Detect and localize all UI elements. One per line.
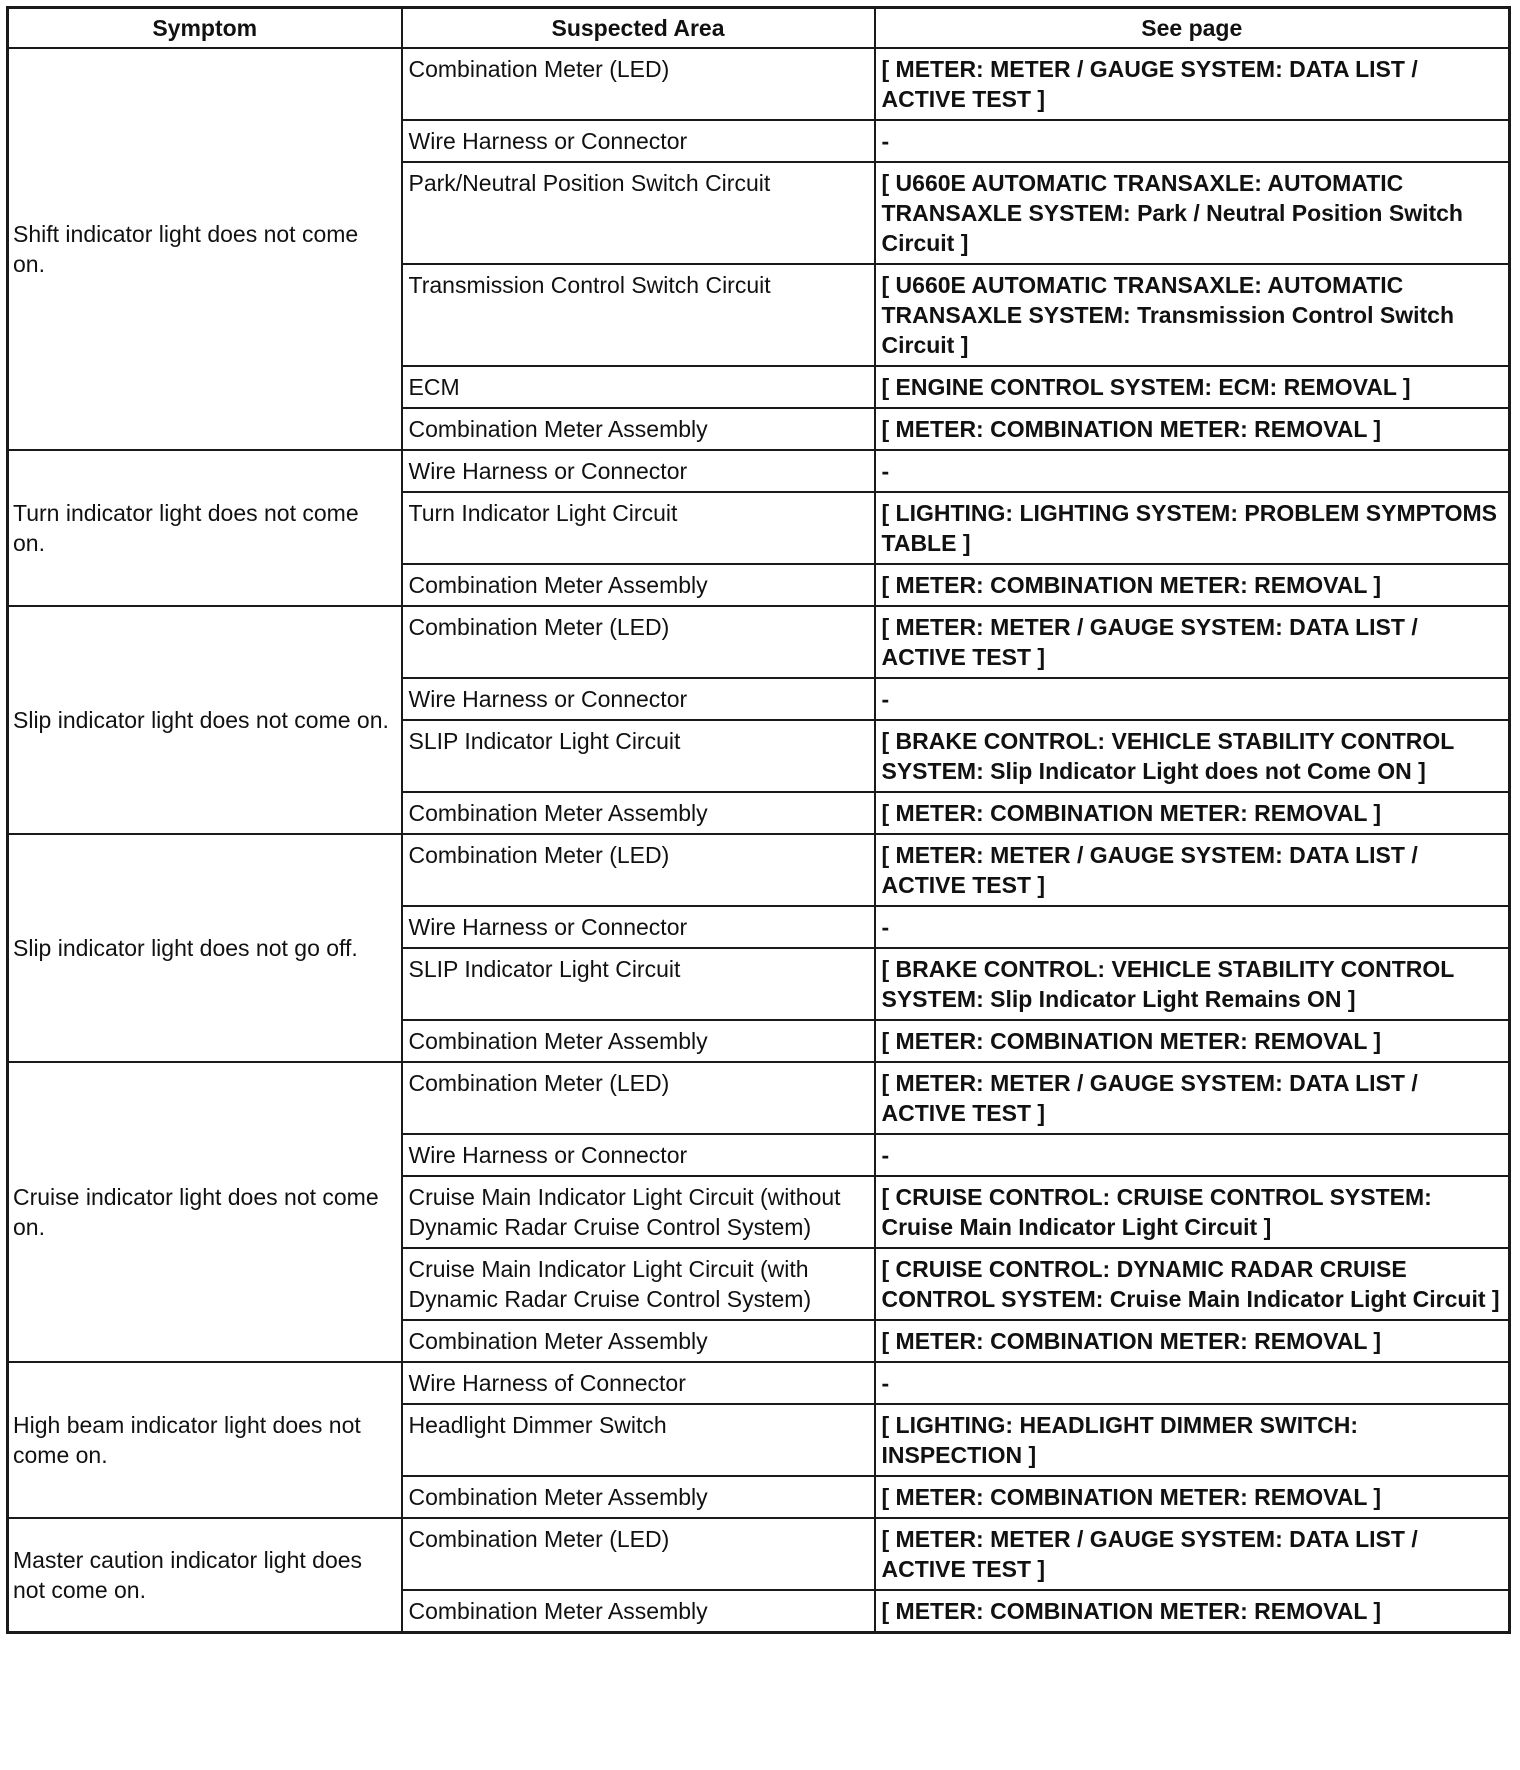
symptom-cell: Cruise indicator light does not come on. [8, 1062, 402, 1362]
header-suspected-area: Suspected Area [402, 8, 875, 49]
suspected-area-cell: SLIP Indicator Light Circuit [402, 948, 875, 1020]
suspected-area-cell: Cruise Main Indicator Light Circuit (with Dynamic Radar Cruise Control System) [402, 1248, 875, 1320]
header-symptom: Symptom [8, 8, 402, 49]
see-page-cell: [ ENGINE CONTROL SYSTEM: ECM: REMOVAL ] [875, 366, 1510, 408]
see-page-cell: - [875, 1362, 1510, 1404]
suspected-area-cell: Combination Meter (LED) [402, 1062, 875, 1134]
suspected-area-cell: Combination Meter Assembly [402, 1590, 875, 1633]
symptom-cell: Slip indicator light does not come on. [8, 606, 402, 834]
see-page-cell: - [875, 1134, 1510, 1176]
see-page-cell: [ METER: METER / GAUGE SYSTEM: DATA LIST / ACTIVE TEST ] [875, 48, 1510, 120]
suspected-area-cell: Headlight Dimmer Switch [402, 1404, 875, 1476]
suspected-area-cell: SLIP Indicator Light Circuit [402, 720, 875, 792]
see-page-cell: [ METER: COMBINATION METER: REMOVAL ] [875, 408, 1510, 450]
table-row [8, 606, 1510, 678]
suspected-area-cell: Combination Meter Assembly [402, 1476, 875, 1518]
suspected-area-cell: Combination Meter (LED) [402, 606, 875, 678]
table-row [8, 834, 1510, 906]
see-page-cell: [ METER: COMBINATION METER: REMOVAL ] [875, 564, 1510, 606]
suspected-area-cell: Wire Harness or Connector [402, 678, 875, 720]
see-page-cell: [ METER: METER / GAUGE SYSTEM: DATA LIST / ACTIVE TEST ] [875, 834, 1510, 906]
table-row [8, 1062, 1510, 1134]
table-row [8, 1362, 1510, 1404]
suspected-area-cell: Combination Meter Assembly [402, 408, 875, 450]
table-row [8, 1518, 1510, 1590]
see-page-cell: [ METER: COMBINATION METER: REMOVAL ] [875, 1476, 1510, 1518]
suspected-area-cell: Combination Meter (LED) [402, 1518, 875, 1590]
suspected-area-cell: Combination Meter Assembly [402, 1020, 875, 1062]
suspected-area-cell: Cruise Main Indicator Light Circuit (without Dynamic Radar Cruise Control System) [402, 1176, 875, 1248]
suspected-area-cell: ECM [402, 366, 875, 408]
suspected-area-cell: Combination Meter (LED) [402, 834, 875, 906]
see-page-cell: [ METER: COMBINATION METER: REMOVAL ] [875, 1590, 1510, 1633]
symptom-cell: Master caution indicator light does not come on. [8, 1518, 402, 1633]
problem-symptoms-table [6, 6, 1511, 1634]
suspected-area-cell: Park/Neutral Position Switch Circuit [402, 162, 875, 264]
see-page-cell: [ BRAKE CONTROL: VEHICLE STABILITY CONTROL SYSTEM: Slip Indicator Light Remains ON ] [875, 948, 1510, 1020]
see-page-cell: [ BRAKE CONTROL: VEHICLE STABILITY CONTROL SYSTEM: Slip Indicator Light does not Come ON ] [875, 720, 1510, 792]
suspected-area-cell: Wire Harness or Connector [402, 120, 875, 162]
see-page-cell: [ METER: METER / GAUGE SYSTEM: DATA LIST / ACTIVE TEST ] [875, 1062, 1510, 1134]
symptom-cell: Slip indicator light does not go off. [8, 834, 402, 1062]
suspected-area-cell: Wire Harness or Connector [402, 450, 875, 492]
see-page-cell: [ U660E AUTOMATIC TRANSAXLE: AUTOMATIC TRANSAXLE SYSTEM: Park / Neutral Position Switch Circuit ] [875, 162, 1510, 264]
suspected-area-cell: Combination Meter Assembly [402, 1320, 875, 1362]
see-page-cell: [ LIGHTING: LIGHTING SYSTEM: PROBLEM SYMPTOMS TABLE ] [875, 492, 1510, 564]
see-page-cell: [ METER: COMBINATION METER: REMOVAL ] [875, 1020, 1510, 1062]
suspected-area-cell: Wire Harness or Connector [402, 906, 875, 948]
symptom-cell: Turn indicator light does not come on. [8, 450, 402, 606]
suspected-area-cell: Turn Indicator Light Circuit [402, 492, 875, 564]
suspected-area-cell: Transmission Control Switch Circuit [402, 264, 875, 366]
header-row [8, 8, 1510, 49]
suspected-area-cell: Wire Harness of Connector [402, 1362, 875, 1404]
see-page-cell: [ METER: METER / GAUGE SYSTEM: DATA LIST / ACTIVE TEST ] [875, 606, 1510, 678]
see-page-cell: [ METER: METER / GAUGE SYSTEM: DATA LIST / ACTIVE TEST ] [875, 1518, 1510, 1590]
symptom-cell: High beam indicator light does not come on. [8, 1362, 402, 1518]
symptom-cell: Shift indicator light does not come on. [8, 48, 402, 450]
see-page-cell: [ METER: COMBINATION METER: REMOVAL ] [875, 1320, 1510, 1362]
suspected-area-cell: Combination Meter Assembly [402, 792, 875, 834]
see-page-cell: - [875, 906, 1510, 948]
header-see-page: See page [875, 8, 1510, 49]
suspected-area-cell: Wire Harness or Connector [402, 1134, 875, 1176]
see-page-cell: - [875, 678, 1510, 720]
see-page-cell: [ METER: COMBINATION METER: REMOVAL ] [875, 792, 1510, 834]
table-row [8, 450, 1510, 492]
see-page-cell: [ U660E AUTOMATIC TRANSAXLE: AUTOMATIC TRANSAXLE SYSTEM: Transmission Control Switch Circuit ] [875, 264, 1510, 366]
see-page-cell: - [875, 450, 1510, 492]
table-row [8, 48, 1510, 120]
suspected-area-cell: Combination Meter Assembly [402, 564, 875, 606]
table-body [8, 48, 1510, 1633]
see-page-cell: - [875, 120, 1510, 162]
see-page-cell: [ CRUISE CONTROL: CRUISE CONTROL SYSTEM: Cruise Main Indicator Light Circuit ] [875, 1176, 1510, 1248]
see-page-cell: [ CRUISE CONTROL: DYNAMIC RADAR CRUISE CONTROL SYSTEM: Cruise Main Indicator Light Circuit ] [875, 1248, 1510, 1320]
suspected-area-cell: Combination Meter (LED) [402, 48, 875, 120]
see-page-cell: [ LIGHTING: HEADLIGHT DIMMER SWITCH: INSPECTION ] [875, 1404, 1510, 1476]
